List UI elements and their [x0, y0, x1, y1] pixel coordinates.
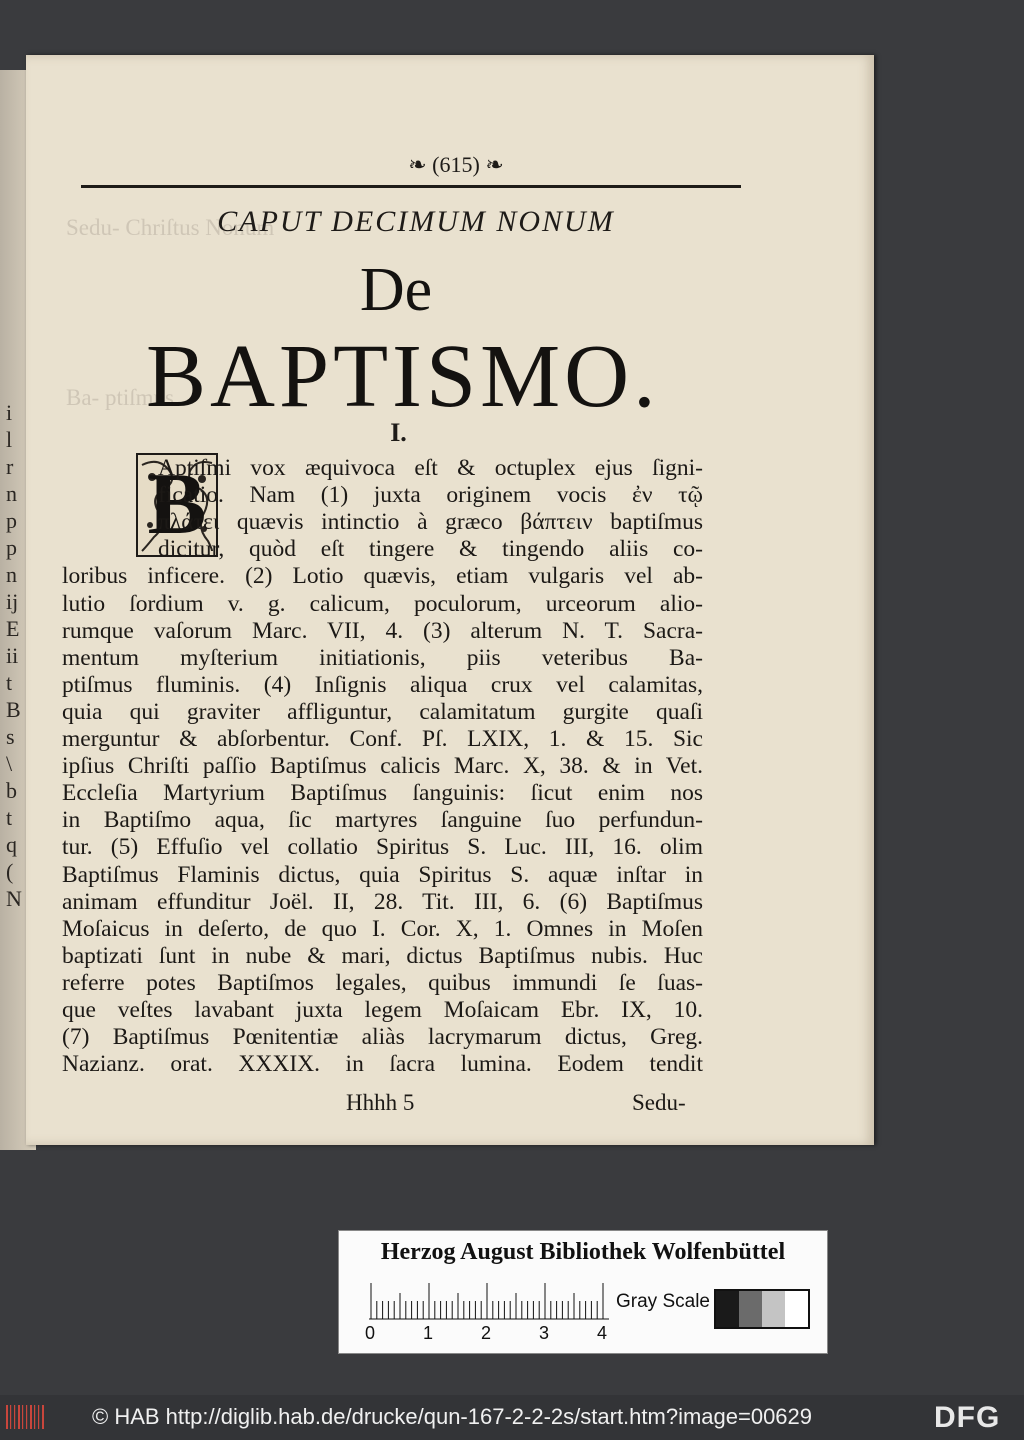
- dropcap-letter: B: [147, 456, 207, 553]
- adjacent-page-fragment: l: [6, 427, 13, 452]
- signature-mark: Hhhh 5: [346, 1090, 415, 1115]
- adjacent-page-fragment: E: [6, 616, 20, 641]
- text-line: (7) Baptiſmus Pœnitentiæ aliàs lacrymarum dictus, Greg.: [62, 1024, 703, 1051]
- gray-step: [716, 1291, 739, 1327]
- barcode-bar: [26, 1405, 27, 1429]
- text-line: Eccleſia Martyrium Baptiſmus ſanguinis: ſicut enim nos: [62, 780, 703, 807]
- text-line: in Baptiſmo aqua, ſic martyres ſanguine ſuo perfundun-: [62, 807, 703, 834]
- adjacent-page-fragment: ij: [6, 589, 19, 614]
- barcode-bar: [42, 1405, 44, 1429]
- text-line: Baptiſmus Flaminis dictus, quia Spiritus S. aquæ inſtar in: [62, 861, 703, 888]
- text-line: Moſaicus in deſerto, de quo I. Cor. X, 1. Omnes in Moſen: [62, 915, 703, 942]
- adjacent-page-fragment: p: [6, 508, 17, 533]
- gray-step: [739, 1291, 762, 1327]
- adjacent-page-fragment: i: [6, 400, 13, 425]
- ruler-number: 0: [365, 1323, 376, 1343]
- barcode-bar: [30, 1405, 32, 1429]
- ruler-number: 1: [423, 1323, 434, 1343]
- book-page: Sedu- Chriſtus Nonum Ba- ptiſmus ❧ (615) ❧ CAPUT DECIMUM NONUM De BAPTISMO. I. B Aptiſmi vox æquivoca eſt & octuplex ejus ſigni- ficatio. Nam (1) juxta originem vocis ἐν τῷ πλάτει quævis intinctio à græco βάπτειν baptiſmus dicitur, quòd eſt tingere & tingendo aliis co- loribus inficere. (2) Lotio quævis, etiam vulgaris vel ab- lutio ſordium v. g. calicum, poculorum, urceorum alio- rumque vaſorum Marc. VII, 4. (3) alterum N. T. Sacra- mentum myſterium initiationis, piis veteribus Ba- ptiſmus fluminis. (4) Inſignis aliqua crux vel calamitas, quia qui graviter affliguntur, calamitatum gurgite quaſi merguntur & abſorbentur. Conf. Pſ. LXIX, 1. & 15. Sic ipſius Chriſti paſſio Baptiſmus calicis Marc. X, 38. & in Vet. Eccleſia Martyrium Baptiſmus ſanguinis: ſicut enim nos in Baptiſmo aqua, ſic martyres ſanguine ſuo perfundun- tur. (5) Effuſio vel collatio Spiritus S. Luc. III, 16. olim Baptiſmus Flaminis dictus, quia Spiritus S. aquæ inſtar in animam effunditur Joël. II, 28. Tit. III, 6. (6) Baptiſmus Moſaicus in deſerto, de quo I. Cor. X, 1. Omnes in Moſen baptizati ſunt in nube & mari, dictus Baptiſmus nubis. Huc referre potes Baptiſmos legales, quibus immundi ſe ſuas- que veſtes lavabant juxta legem Moſaicam Ebr. IX, 10. (7) Baptiſmus Pœnitentiæ aliàs lacrymarum dictus, Greg. Nazianz. orat. XXXIX. in ſacra lumina. Eodem tendit Hhhh 5 Sedu-: [26, 55, 874, 1145]
- section-number: I.: [390, 418, 407, 447]
- text-line: rumque vaſorum Marc. VII, 4. (3) alterum N. T. Sacra-: [62, 617, 703, 644]
- barcode-bar: [6, 1405, 8, 1429]
- page-number: ❧ (615) ❧: [408, 152, 504, 177]
- adjacent-page-fragment: r: [6, 454, 14, 479]
- adjacent-page-fragment: p: [6, 535, 17, 560]
- dfg-logo: DFG: [934, 1401, 1001, 1434]
- barcode-bar: [18, 1405, 20, 1429]
- text-line: ficatio. Nam (1) juxta originem vocis ἐν τῷ: [158, 482, 703, 509]
- text-line: mentum myſterium initiationis, piis veteribus Ba-: [62, 644, 703, 671]
- text-line: merguntur & abſorbentur. Conf. Pſ. LXIX, 1. & 15. Sic: [62, 726, 703, 752]
- text-line: tur. (5) Effuſio vel collatio Spiritus S. Luc. III, 16. olim: [62, 834, 703, 861]
- barcode-bar: [14, 1405, 15, 1429]
- page-title: BAPTISMO.: [146, 327, 660, 426]
- text-line: Nazianz. orat. XXXIX. in ſacra lumina. Eodem tendit: [62, 1051, 703, 1078]
- text-line: loribus inficere. (2) Lotio quævis, etiam vulgaris vel ab-: [62, 563, 703, 590]
- adjacent-page-fragment: n: [6, 562, 17, 587]
- barcode-bar: [38, 1405, 39, 1429]
- barcode-bar: [10, 1405, 11, 1429]
- barcode-icon: [6, 1403, 46, 1431]
- text-line: πλάτει quævis intinctio à græco βάπτειν baptiſmus: [158, 509, 703, 536]
- gray-scale-label: Gray Scale: [616, 1291, 710, 1312]
- text-line: baptizati ſunt in nube & mari, dictus Baptiſmus nubis. Huc: [62, 942, 703, 969]
- adjacent-page-fragment: (: [6, 859, 14, 884]
- catchword: Sedu-: [632, 1090, 686, 1115]
- ruler-scale: [359, 1279, 609, 1323]
- adjacent-page-fragment: t: [6, 805, 13, 830]
- text-line: lutio ſordium v. g. calicum, poculorum, urceorum alio-: [62, 590, 703, 617]
- text-line: dicitur, quòd eſt tingere & tingendo aliis co-: [158, 536, 703, 563]
- text-line: referre potes Baptiſmos legales, quibus immundi ſe ſuas-: [62, 969, 703, 996]
- text-line: ptiſmus fluminis. (4) Inſignis aliqua crux vel calamitas,: [62, 671, 703, 698]
- text-line: animam effunditur Joël. II, 28. Tit. III, 6. (6) Baptiſmus: [62, 888, 703, 915]
- barcode-bar: [34, 1405, 35, 1429]
- gray-scale-strip: [714, 1289, 810, 1329]
- library-color-card: [338, 1230, 828, 1354]
- header-rule: [81, 185, 741, 188]
- ruler-number: 2: [481, 1323, 492, 1343]
- gray-step: [785, 1291, 808, 1327]
- gray-step: [762, 1291, 785, 1327]
- barcode-bar: [22, 1405, 23, 1429]
- adjacent-page-fragment: \: [6, 751, 13, 776]
- text-line: que veſtes lavabant juxta legem Moſaicam Ebr. IX, 10.: [62, 997, 703, 1023]
- ruler-number: 3: [539, 1323, 550, 1343]
- adjacent-page-fragment: n: [6, 481, 17, 506]
- footer-bar: [0, 1395, 1024, 1440]
- text-line: Aptiſmi vox æquivoca eſt & octuplex ejus ſigni-: [158, 455, 703, 481]
- adjacent-page-fragment: B: [6, 697, 21, 722]
- text-line: ipſius Chriſti paſſio Baptiſmus calicis Marc. X, 38. & in Vet.: [62, 753, 703, 780]
- adjacent-page-fragment: s: [6, 724, 15, 749]
- adjacent-page-fragment: ii: [6, 643, 19, 668]
- chapter-heading: CAPUT DECIMUM NONUM: [217, 205, 615, 238]
- adjacent-page-fragment: q: [6, 832, 17, 857]
- adjacent-page-fragment: t: [6, 670, 13, 695]
- ruler-number: 4: [597, 1323, 608, 1343]
- title-prefix: De: [359, 256, 433, 324]
- adjacent-page-fragment: N: [6, 886, 22, 911]
- copyright-url: © HAB http://diglib.hab.de/drucke/qun-167-2-2-2s/start.htm?image=00629: [92, 1404, 813, 1429]
- text-line: quia qui graviter affliguntur, calamitatum gurgite quaſi: [62, 698, 703, 725]
- adjacent-page-fragment: b: [6, 778, 17, 803]
- card-title: Herzog August Bibliothek Wolfenbüttel: [380, 1239, 786, 1265]
